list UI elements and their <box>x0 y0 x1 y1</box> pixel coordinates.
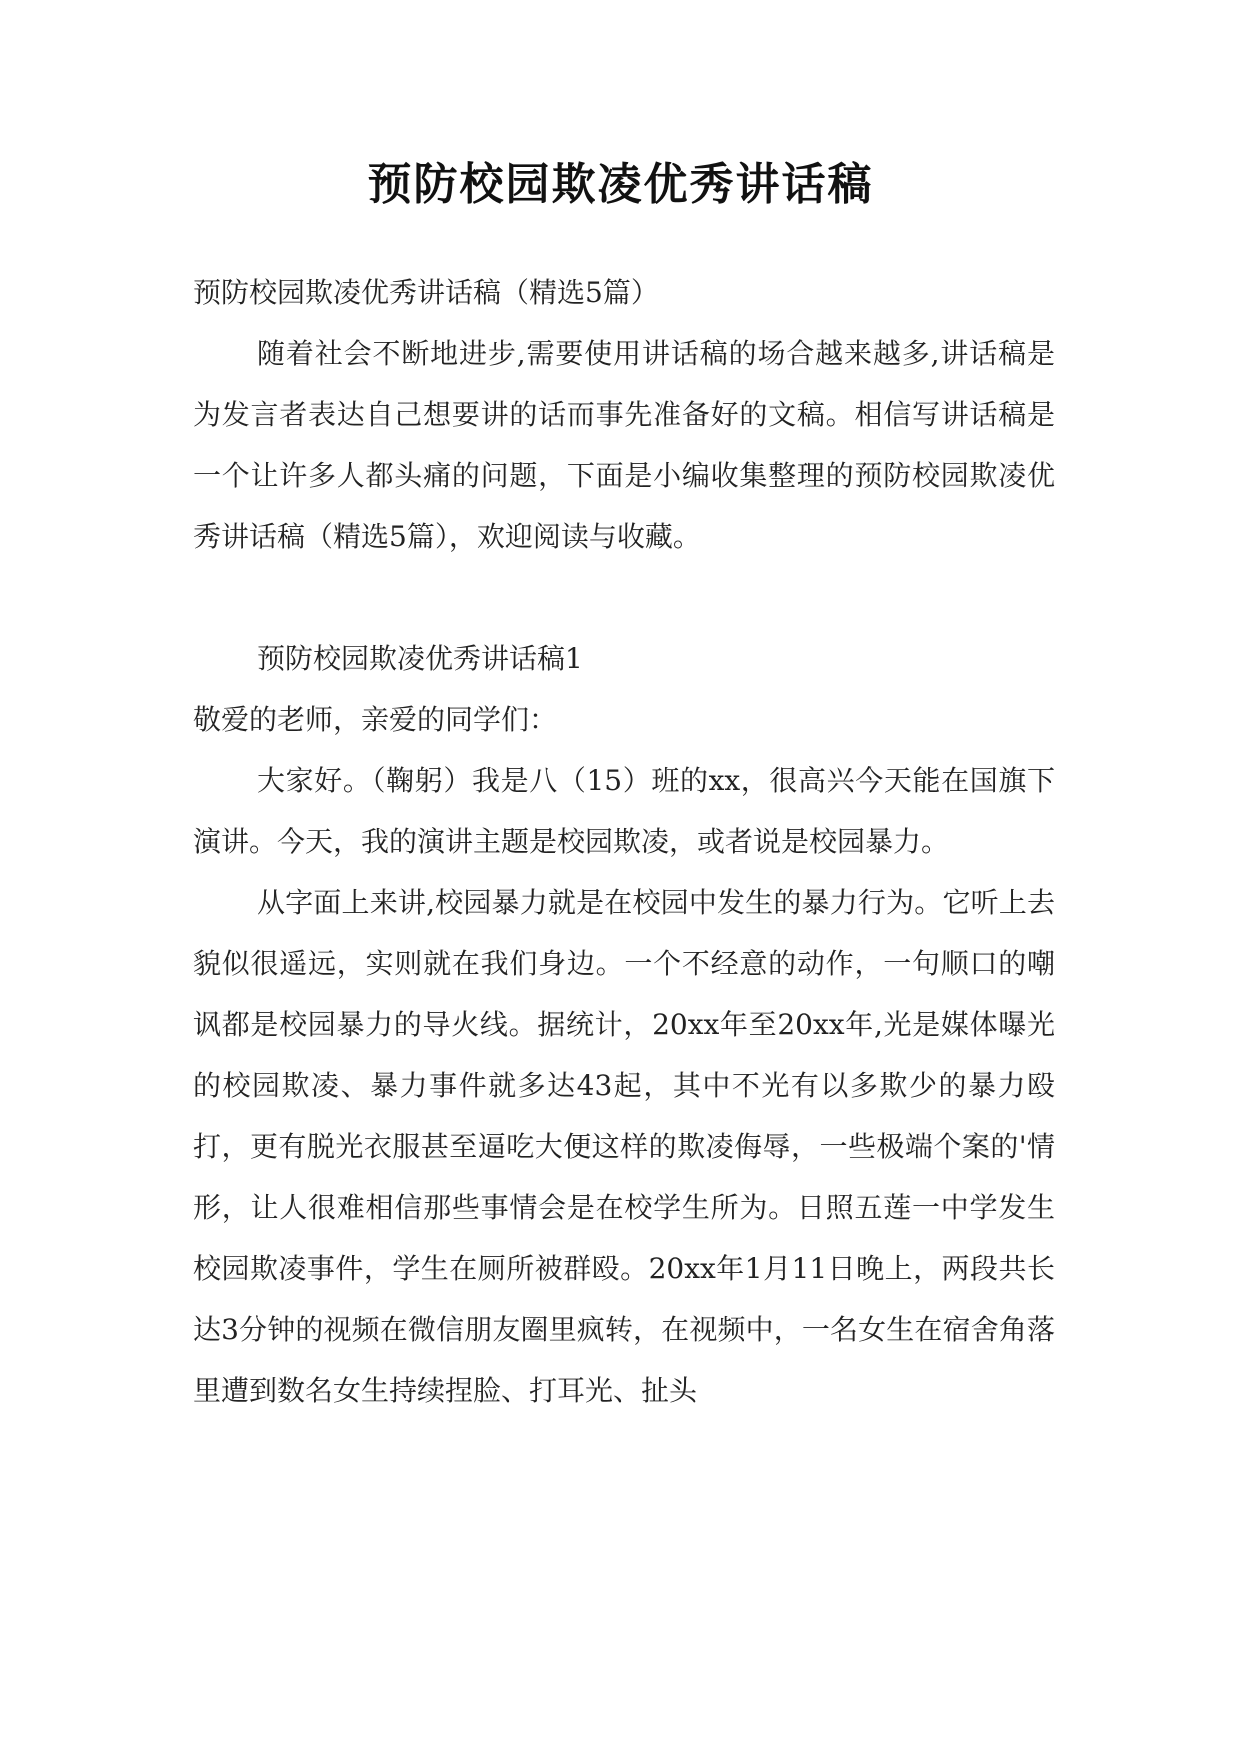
section-heading: 预防校园欺凌优秀讲话稿1 <box>257 642 583 675</box>
salutation: 敬爱的老师，亲爱的同学们： <box>193 703 558 736</box>
document-title: 预防校园欺凌优秀讲话稿 <box>367 159 874 210</box>
body-paragraph-2: 从字面上来讲,校园暴力就是在校园中发生的暴力行为。它听上去貌似很遥远，实则就在我们身边。一个不经意的动作，一句顺口的嘲讽都是校园暴力的导火线。据统计，20xx年至20xx年,光是媒体曝光的校园欺凌、暴力事件就多达43起，其中不光有以多欺少的暴力殴打，更有脱光衣服甚至逼吃大便这样的欺凌侮辱，一些极端个案的'情形，让人很难相信那些事情会是在校学生所为。日照五莲一中学发生校园欺凌事件，学生在厕所被群殴。20xx年1月11日晚上，两段共长达3分钟的视频在微信朋友圈里疯转，在视频中，一名女生在宿舍角落里遭到数名女生持续捏脸、打耳光、扯头 <box>193 886 1055 1407</box>
document-subtitle: 预防校园欺凌优秀讲话稿（精选5篇） <box>193 276 659 309</box>
document-body <box>193 262 1055 1421</box>
body-paragraph-1: 大家好。（鞠躬）我是八（15）班的xx，很高兴今天能在国旗下演讲。今天，我的演讲主题是校园欺凌，或者说是校园暴力。 <box>193 764 1055 858</box>
paragraph-spacer <box>193 567 1055 628</box>
intro-paragraph: 随着社会不断地进步,需要使用讲话稿的场合越来越多,讲话稿是为发言者表达自己想要讲的话而事先准备好的文稿。相信写讲话稿是一个让许多人都头痛的问题，下面是小编收集整理的预防校园欺凌优秀讲话稿（精选5篇），欢迎阅读与收藏。 <box>193 337 1055 553</box>
